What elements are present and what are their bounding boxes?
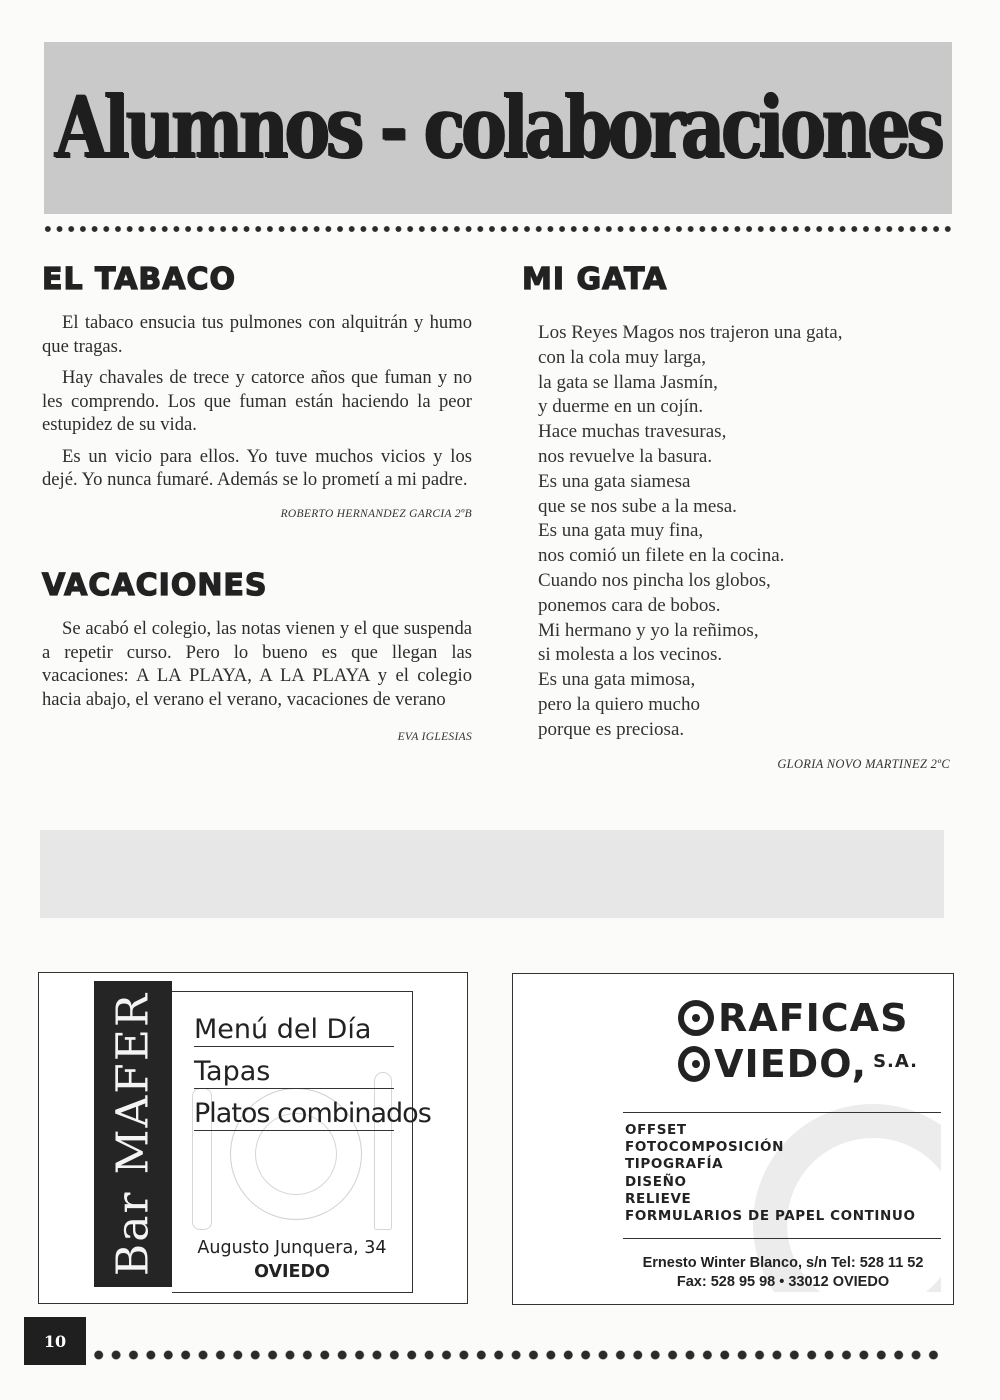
service-item: OFFSET — [625, 1122, 687, 1138]
contact-fax: Fax: 528 95 98 • 33012 OVIEDO — [676, 1274, 890, 1290]
poem-line: pero la quiero mucho — [538, 693, 700, 715]
logo-sa: S.A. — [873, 1051, 918, 1072]
poem-line: si molesta a los vecinos. — [538, 644, 723, 666]
dotted-divider-bottom — [90, 1347, 942, 1363]
poem-line: Hace muchas travesuras, — [538, 421, 727, 443]
logo-o-icon — [678, 1046, 710, 1082]
article-vacaciones — [42, 568, 472, 743]
article-paragraph: Se acabó el colegio, las notas vienen y el que suspenda a repetir curso. Pero lo bueno es que llegan las vacaciones: A LA PLAYA, A LA PLAYA y el colegio hacia abajo, el verano el verano, vacaciones de verano — [42, 618, 472, 710]
page-number: 10 — [24, 1317, 86, 1365]
poem-line: Mi hermano y yo la reñimos, — [538, 619, 759, 641]
logo-text-line1: RAFICAS — [718, 996, 909, 1040]
service-item: RELIEVE — [625, 1190, 692, 1207]
bar-name: Bar MAFER — [107, 991, 159, 1277]
menu-panel — [172, 991, 431, 1293]
left-column — [42, 262, 472, 743]
poem-line: Es una gata muy fina, — [538, 520, 704, 542]
article-author: GLORIA NOVO MARTINEZ 2ºC — [777, 756, 950, 771]
services-list — [625, 1122, 945, 1225]
article-title: VACACIONES — [42, 568, 268, 603]
header-banner — [44, 42, 952, 214]
article-title: MI GATA — [522, 262, 668, 297]
poem-line: que se nos sube a la mesa. — [538, 495, 737, 517]
article-title: EL TABACO — [42, 262, 237, 297]
menu-item: Platos combinados — [194, 1098, 431, 1129]
bar-address: Augusto Junquera, 34 — [197, 1238, 387, 1258]
service-item: TIPOGRAFÍA — [625, 1156, 724, 1173]
service-item: FORMULARIOS DE PAPEL CONTINUO — [625, 1208, 916, 1225]
graficas-logo — [678, 996, 918, 1106]
poem-line: ponemos cara de bobos. — [538, 594, 721, 616]
poem-line: con la cola muy larga, — [538, 346, 706, 368]
logo-text-line2: VIEDO, — [714, 1042, 868, 1086]
article-el-tabaco — [42, 262, 472, 520]
service-item: FOTOCOMPOSICIÓN — [625, 1139, 785, 1156]
service-item: DISEÑO — [625, 1173, 687, 1190]
poem-line: Los Reyes Magos nos trajeron una gata, — [538, 322, 843, 343]
bar-name-vertical — [94, 981, 172, 1287]
article-author: ROBERTO HERNANDEZ GARCIA 2ºB — [280, 507, 472, 520]
bar-city: OVIEDO — [254, 1262, 330, 1282]
poem-line: la gata se llama Jasmín, — [538, 371, 718, 393]
menu-item: Tapas — [194, 1056, 394, 1089]
logo-g-icon — [678, 1000, 714, 1036]
article-author: EVA IGLESIAS — [397, 731, 472, 743]
poem-line: Cuando nos pincha los globos, — [538, 569, 771, 591]
right-column — [522, 262, 950, 772]
poem-line: Es una gata mimosa, — [538, 669, 696, 691]
graficas-oviedo-ad — [512, 973, 954, 1305]
poem-line: nos revuelve la basura. — [538, 445, 713, 467]
page-title: Alumnos - colaboraciones — [55, 78, 941, 178]
divider — [623, 1238, 941, 1239]
poem — [522, 321, 950, 743]
knife-icon — [374, 1072, 392, 1230]
article-paragraph: Hay chavales de trece y catorce años que fuman y no les comprendo. Los que fuman están haciendo la peor estupidez de su vida. — [42, 367, 472, 435]
poem-line: y duerme en un cojín. — [538, 396, 704, 418]
article-paragraph: El tabaco ensucia tus pulmones con alquitrán y humo que tragas. — [42, 312, 472, 357]
dotted-divider-top — [42, 223, 954, 235]
poem-line: Es una gata siamesa — [538, 470, 691, 492]
menu-item: Menú del Día — [194, 1014, 394, 1047]
divider — [623, 1112, 941, 1113]
poem-line: porque es preciosa. — [538, 718, 685, 740]
poem-line: nos comió un filete en la cocina. — [538, 545, 785, 567]
article-paragraph: Es un vicio para ellos. Yo tuve muchos vicios y los dejé. Yo nunca fumaré. Además se lo prometí a mi padre. — [42, 445, 472, 490]
bar-mafer-ad — [38, 972, 468, 1304]
contact-address: Ernesto Winter Blanco, s/n Tel: 528 11 52 — [642, 1255, 924, 1271]
gray-band — [40, 830, 944, 918]
